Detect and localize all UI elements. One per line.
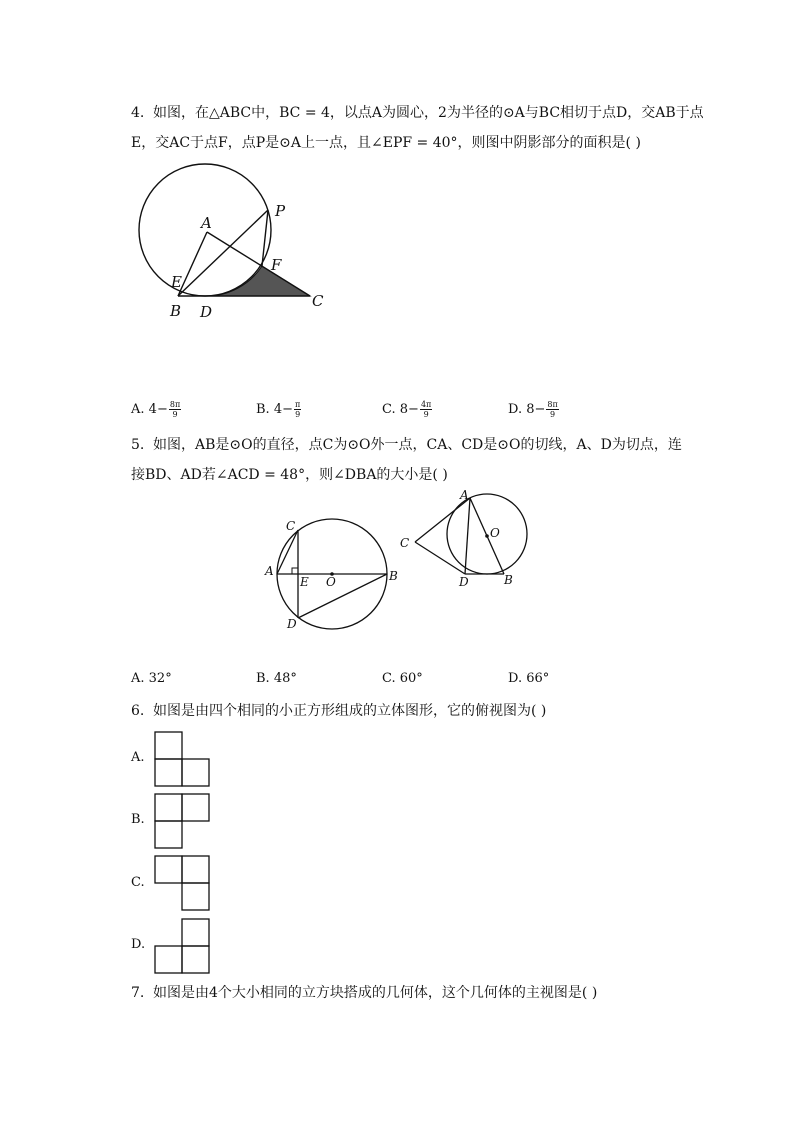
- question-4-number: 4.: [131, 105, 145, 121]
- fraction: $\frac{\pi}{9}$: [295, 400, 301, 419]
- segment-ac: [277, 530, 298, 574]
- label-c: C: [400, 536, 410, 550]
- q4-option-b[interactable]: B. 4− $\frac{\pi}{9}$: [256, 400, 301, 419]
- question-5-line-1: 5. 如图，AB是⊙O的直径，点C为⊙O外一点，CA、CD是⊙O的切线，A、D为切点，连: [131, 430, 682, 460]
- tangent-cd: [415, 542, 465, 574]
- label-f: F: [271, 256, 282, 274]
- segment-db: [298, 574, 387, 618]
- q6-option-b-figure[interactable]: [154, 793, 212, 851]
- label-o: O: [490, 526, 500, 540]
- tangent-ca: [415, 498, 470, 542]
- question-5-figure-1: [262, 515, 412, 640]
- question-7-line-1: 7. 如图是由4个大小相同的立方块搭成的几何体，这个几何体的主视图是( ): [131, 978, 597, 1008]
- question-4: [131, 98, 704, 158]
- label-c: C: [286, 519, 296, 533]
- q4-option-c[interactable]: C. 8− $\frac{4\pi}{9}$: [382, 400, 432, 419]
- q5-option-d[interactable]: D. 66°: [508, 671, 550, 686]
- question-5-number: 5.: [131, 437, 145, 453]
- label-d: D: [287, 617, 297, 631]
- label-b: B: [504, 573, 513, 587]
- question-6-line-1: 6. 如图是由四个相同的小正方形组成的立体图形，它的俯视图为( ): [131, 696, 546, 726]
- q6-option-c-figure[interactable]: [154, 855, 212, 913]
- q6-option-d-label[interactable]: D.: [131, 937, 146, 952]
- question-4-line-1: 4. 如图，在△ABC中，BC = 4，以点A为圆心，2为半径的⊙A与BC相切于点D，交AB于点: [131, 98, 704, 128]
- label-b: B: [389, 569, 398, 583]
- right-angle-mark: [292, 568, 298, 574]
- fraction: $\frac{8\pi}{9}$: [169, 400, 181, 419]
- label-p: P: [275, 202, 286, 220]
- question-6: [131, 696, 546, 726]
- question-5: [131, 430, 682, 490]
- label-a: A: [265, 564, 274, 578]
- label-e: E: [171, 273, 182, 291]
- q4-option-a[interactable]: A. 4− $\frac{8\pi}{9}$: [131, 400, 181, 419]
- fraction: $\frac{4\pi}{9}$: [420, 400, 432, 419]
- q6-option-a-figure[interactable]: [154, 731, 212, 789]
- question-5-figure-2: [398, 488, 538, 588]
- segment-ab: [178, 232, 207, 296]
- q5-option-b[interactable]: B. 48°: [256, 671, 297, 686]
- question-7: [131, 978, 597, 1008]
- label-a: A: [201, 214, 212, 232]
- q4-option-d[interactable]: D. 8− $\frac{8\pi}{9}$: [508, 400, 558, 419]
- question-7-number: 7.: [131, 985, 145, 1001]
- q6-option-b-label[interactable]: B.: [131, 812, 145, 827]
- label-d: D: [200, 303, 213, 321]
- question-6-number: 6.: [131, 703, 145, 719]
- label-a: A: [460, 488, 469, 502]
- label-o: O: [326, 575, 336, 589]
- q5-option-c[interactable]: C. 60°: [382, 671, 423, 686]
- fraction: $\frac{8\pi}{9}$: [547, 400, 558, 419]
- q5-option-a[interactable]: A. 32°: [131, 671, 172, 686]
- center-dot: [485, 534, 489, 538]
- q6-option-a-label[interactable]: A.: [131, 750, 145, 765]
- question-4-line-2: E，交AC于点F，点P是⊙A上一点，且∠EPF = 40°，则图中阴影部分的面积是( ): [131, 135, 641, 151]
- question-5-line-2: 接BD、AD若∠ACD = 48°，则∠DBA的大小是( ): [131, 467, 448, 483]
- label-c: C: [312, 292, 324, 310]
- label-e: E: [300, 575, 309, 589]
- question-4-figure: [130, 165, 350, 325]
- q6-option-c-label[interactable]: C.: [131, 875, 145, 890]
- label-b: B: [170, 302, 182, 320]
- shaded-region: [178, 266, 310, 296]
- q6-option-d-figure[interactable]: [154, 918, 212, 976]
- label-d: D: [459, 575, 469, 589]
- segment-ad: [465, 498, 470, 574]
